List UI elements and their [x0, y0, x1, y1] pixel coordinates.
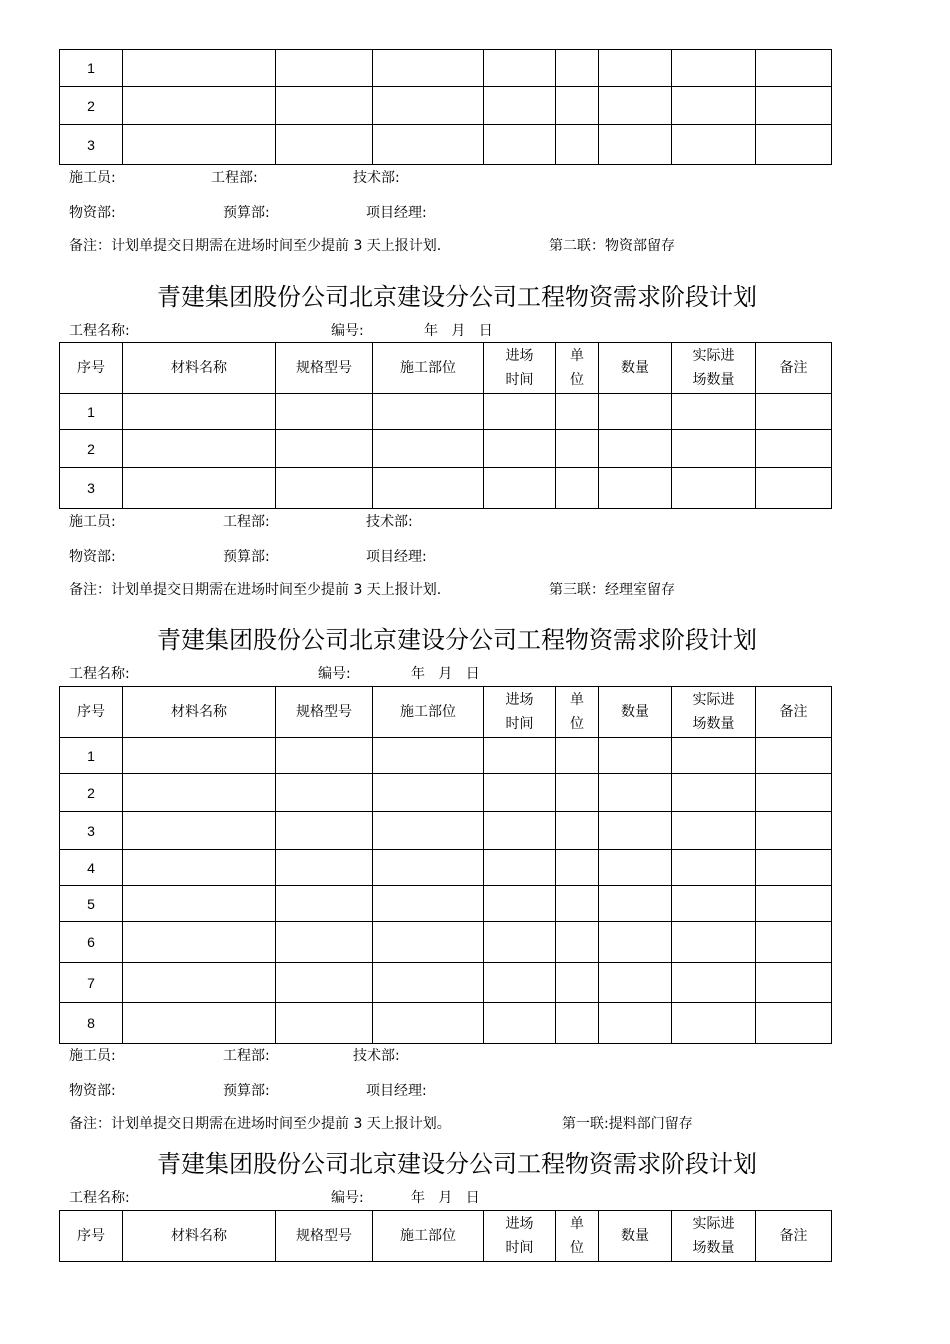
serial-label: 编号: [331, 323, 364, 339]
table-section-3 [59, 686, 832, 1044]
row-number: 2 [60, 774, 123, 812]
sig-constructor: 施工员: [69, 170, 116, 186]
col-header: 实际进 场数量 [672, 1211, 756, 1262]
sig-technical: 技术部: [353, 170, 400, 186]
col-header: 序号 [60, 687, 123, 738]
row-number: 5 [60, 886, 123, 922]
col-header: 施工部位 [373, 1211, 484, 1262]
col-header: 材料名称 [123, 1211, 276, 1262]
table-header-row [60, 1211, 832, 1262]
col-header: 进场 时间 [484, 1211, 556, 1262]
row-number: 6 [60, 922, 123, 963]
sig-materials: 物资部: [69, 205, 116, 221]
table-row [60, 963, 832, 1003]
table-header-row [60, 687, 832, 738]
row-number: 1 [60, 738, 123, 774]
row-number: 3 [60, 125, 123, 165]
row-number: 3 [60, 468, 123, 509]
table-row [60, 394, 832, 430]
sig-materials: 物资部: [69, 549, 116, 565]
sig-engineering: 工程部: [211, 170, 258, 186]
table-row [60, 430, 832, 468]
sig-engineering: 工程部: [223, 514, 270, 530]
col-header: 施工部位 [373, 343, 484, 394]
table-row [60, 886, 832, 922]
col-header: 规格型号 [276, 687, 373, 738]
col-header: 实际进 场数量 [672, 687, 756, 738]
copy-label: 第二联：物资部留存 [549, 238, 675, 254]
col-header: 单 位 [556, 343, 599, 394]
row-number: 2 [60, 87, 123, 125]
col-header: 进场 时间 [484, 687, 556, 738]
date-label: 年 月 日 [424, 323, 493, 339]
col-header: 材料名称 [123, 687, 276, 738]
table-row [60, 125, 832, 165]
sig-pm: 项目经理: [366, 1083, 427, 1099]
note-text: 备注：计划单提交日期需在进场时间至少提前 3 天上报计划. [69, 238, 442, 254]
sig-constructor: 施工员: [69, 514, 116, 530]
project-name-label: 工程名称: [69, 666, 130, 682]
sig-budget: 预算部: [223, 205, 270, 221]
serial-label: 编号: [331, 1190, 364, 1206]
col-header: 序号 [60, 1211, 123, 1262]
table-section-4 [59, 1210, 832, 1262]
sig-engineering: 工程部: [223, 1048, 270, 1064]
sig-budget: 预算部: [223, 549, 270, 565]
sig-technical: 技术部: [353, 1048, 400, 1064]
col-header: 规格型号 [276, 343, 373, 394]
col-header: 数量 [599, 1211, 672, 1262]
row-number: 1 [60, 50, 123, 87]
date-label: 年 月 日 [411, 666, 480, 682]
table-section-1 [59, 49, 832, 165]
col-header: 实际进 场数量 [672, 343, 756, 394]
col-header: 备注 [756, 1211, 832, 1262]
table-row [60, 87, 832, 125]
sig-budget: 预算部: [223, 1083, 270, 1099]
col-header: 规格型号 [276, 1211, 373, 1262]
table-row [60, 50, 832, 87]
form-title: 青建集团股份公司北京建设分公司工程物资需求阶段计划 [157, 626, 757, 654]
date-label: 年 月 日 [411, 1190, 480, 1206]
col-header: 单 位 [556, 1211, 599, 1262]
row-number: 8 [60, 1003, 123, 1044]
table-row [60, 468, 832, 509]
table-section-2 [59, 342, 832, 509]
table-header-row [60, 343, 832, 394]
sig-pm: 项目经理: [366, 549, 427, 565]
sig-technical: 技术部: [366, 514, 413, 530]
sig-materials: 物资部: [69, 1083, 116, 1099]
col-header: 序号 [60, 343, 123, 394]
col-header: 数量 [599, 343, 672, 394]
project-name-label: 工程名称: [69, 1190, 130, 1206]
copy-label: 第一联:提料部门留存 [562, 1116, 693, 1132]
col-header: 单 位 [556, 687, 599, 738]
row-number: 3 [60, 812, 123, 850]
sig-constructor: 施工员: [69, 1048, 116, 1064]
table-row [60, 774, 832, 812]
form-title: 青建集团股份公司北京建设分公司工程物资需求阶段计划 [157, 1150, 757, 1178]
col-header: 数量 [599, 687, 672, 738]
col-header: 备注 [756, 687, 832, 738]
row-number: 1 [60, 394, 123, 430]
note-text: 备注：计划单提交日期需在进场时间至少提前 3 天上报计划。 [69, 1116, 451, 1132]
table-row [60, 922, 832, 963]
table-row [60, 1003, 832, 1044]
col-header: 施工部位 [373, 687, 484, 738]
col-header: 进场 时间 [484, 343, 556, 394]
form-title: 青建集团股份公司北京建设分公司工程物资需求阶段计划 [157, 283, 757, 311]
note-text: 备注：计划单提交日期需在进场时间至少提前 3 天上报计划. [69, 582, 442, 598]
row-number: 7 [60, 963, 123, 1003]
table-row [60, 850, 832, 886]
copy-label: 第三联：经理室留存 [549, 582, 675, 598]
sig-pm: 项目经理: [366, 205, 427, 221]
col-header: 备注 [756, 343, 832, 394]
table-row [60, 812, 832, 850]
row-number: 2 [60, 430, 123, 468]
table-row [60, 738, 832, 774]
project-name-label: 工程名称: [69, 323, 130, 339]
col-header: 材料名称 [123, 343, 276, 394]
serial-label: 编号: [318, 666, 351, 682]
row-number: 4 [60, 850, 123, 886]
